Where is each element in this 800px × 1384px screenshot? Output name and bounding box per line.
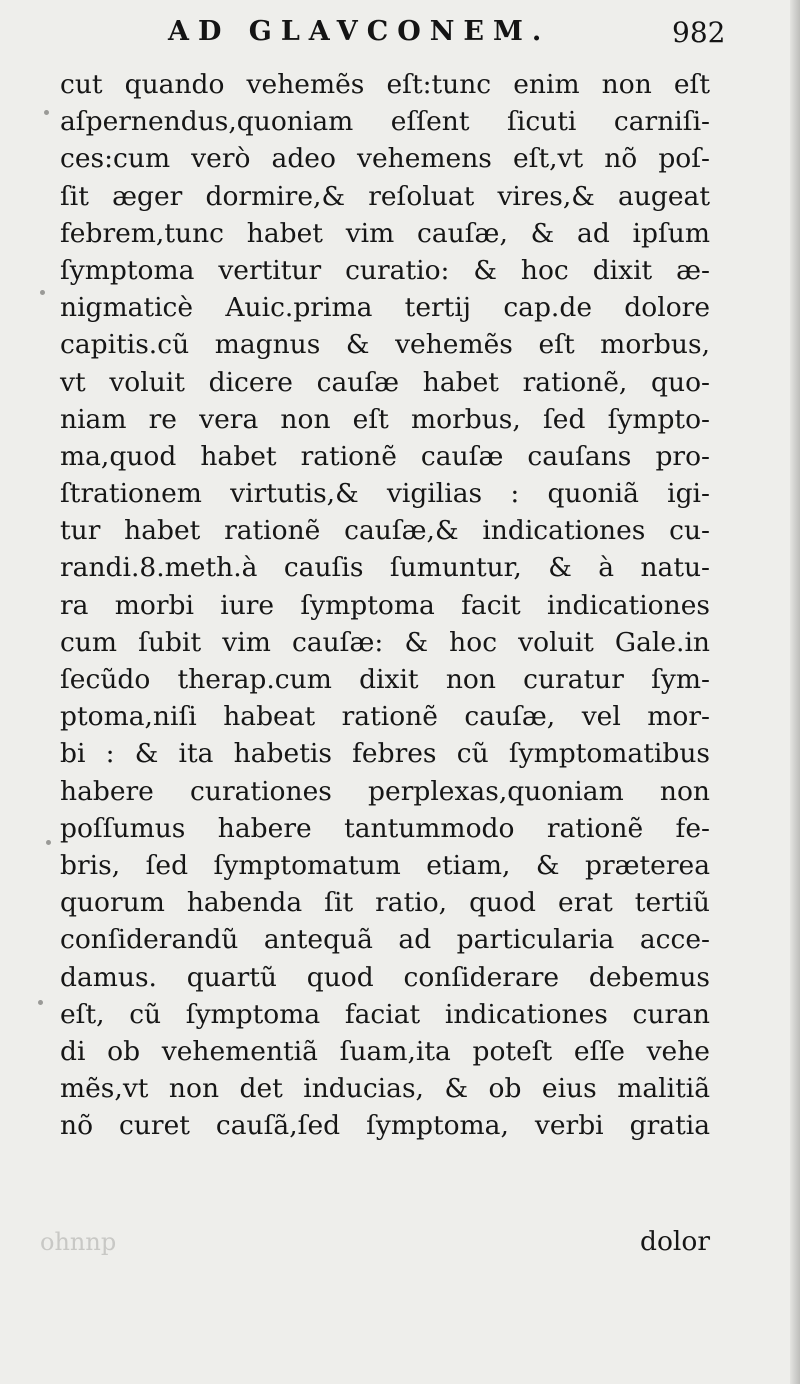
text-line: capitis.cũ magnus & vehemẽs eſt morbus, (60, 329, 710, 361)
text-line: ces:cum verò adeo vehemens eſt,vt nõ poſ- (60, 143, 710, 175)
catchword: dolor (639, 1226, 710, 1257)
text-line: ſtrationem virtutis,& vigilias : quoniã igi- (60, 478, 710, 510)
text-line: ſecũdo therap.cum dixit non curatur ſym- (60, 664, 710, 695)
text-line: bi : & ita habetis febres cũ ſymptomatibus (60, 738, 710, 770)
text-line: conſiderandũ antequã ad particularia acce- (60, 924, 710, 956)
running-head: AD GLAVCONEM. (168, 16, 551, 47)
text-line: eſt, cũ ſymptoma faciat indicationes curan (60, 998, 710, 1030)
left-margin (0, 60, 60, 1220)
margin-speck (44, 110, 49, 115)
text-line: ra morbi iure ſymptoma facit indicationes (60, 589, 710, 621)
text-line: ſymptoma vertitur curatio: & hoc dixit æ- (60, 254, 710, 286)
margin-speck (38, 1000, 43, 1005)
page-number: 982 (672, 16, 726, 49)
body-text (60, 66, 710, 1144)
text-line: tur habet rationẽ cauſæ,& indicationes cu- (60, 515, 710, 547)
margin-speck (40, 290, 45, 295)
text-line: niam re vera non eſt morbus, ſed ſympto- (60, 403, 710, 435)
text-line: cum ſubit vim cauſæ: & hoc voluit Gale.in (60, 626, 710, 658)
text-line: bris, ſed ſymptomatum etiam, & præterea (60, 849, 710, 881)
text-line: vt voluit dicere cauſæ habet rationẽ, quo- (60, 366, 710, 398)
margin-speck (46, 840, 51, 845)
bleed-through-text: ohnnp (40, 1228, 117, 1256)
text-line: febrem,tunc habet vim cauſæ, & ad ipſum (60, 217, 710, 249)
text-line: nõ curet cauſã,ſed ſymptoma, verbi gratia (60, 1110, 710, 1142)
page-header (0, 12, 800, 56)
text-line: ptoma,niſi habeat rationẽ cauſæ, vel mor- (60, 701, 710, 733)
text-line: ma,quod habet rationẽ cauſæ cauſans pro- (60, 440, 710, 472)
page-edge-shadow (790, 0, 800, 1384)
text-line: habere curationes perplexas,quoniam non (60, 775, 710, 807)
text-line: damus. quartũ quod conſiderare debemus (60, 961, 710, 993)
text-line: ſit æger dormire,& reſoluat vires,& augeat (60, 180, 710, 212)
text-line: aſpernendus,quoniam eſſent ſicuti carniſi- (60, 106, 710, 138)
text-line: cut quando vehemẽs eſt:tunc enim non eſt (60, 69, 710, 100)
text-line: poſſumus habere tantummodo rationẽ fe- (60, 812, 710, 844)
text-line: nigmaticè Auic.prima tertij cap.de dolore (60, 292, 710, 324)
text-line: randi.8.meth.à cauſis ſumuntur, & à natu- (60, 552, 710, 584)
text-line: quorum habenda ſit ratio, quod erat tertiũ (60, 887, 710, 919)
text-line: mẽs,vt non det inducias, & ob eius malitiã (60, 1073, 710, 1105)
text-line: di ob vehementiã ſuam,ita poteſt eſſe vehe (60, 1035, 710, 1067)
